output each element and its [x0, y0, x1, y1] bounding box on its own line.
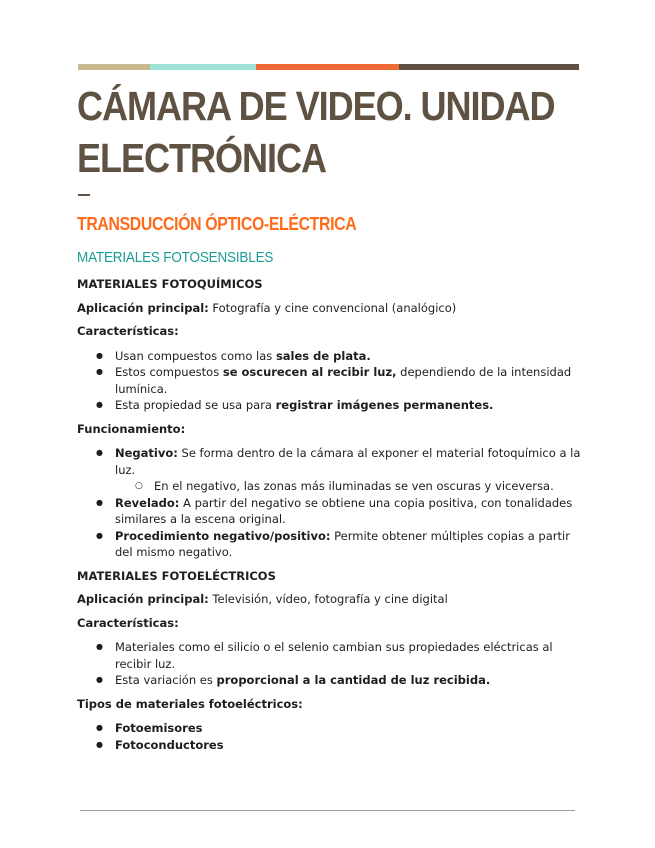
- fq-funcionamiento-list: [77, 445, 582, 561]
- list-item: [77, 445, 582, 478]
- list-item-bold: Revelado:: [115, 495, 180, 510]
- footer-divider: [80, 810, 575, 811]
- section-heading: TRANSDUCCIÓN ÓPTICO-ELÉCTRICA: [77, 214, 357, 234]
- document-title: [77, 80, 555, 184]
- list-item: ● Materiales como el silicio o el selenio cambian sus propiedades eléctricas al recibir luz.: [77, 639, 582, 672]
- list-item-text: Permite obtener múltiples copias a partir del mismo negativo.: [115, 528, 570, 559]
- fq-aplicacion: [77, 300, 582, 317]
- document-body: [77, 276, 582, 753]
- list-item-text: Se forma dentro de la cámara al exponer el material fotoquímico a la luz.: [115, 446, 581, 477]
- fq-caracteristicas-list: [77, 348, 582, 414]
- list-item-text: dependiendo de la intensidad lumínica.: [115, 365, 572, 396]
- title-line-1: CÁMARA DE VIDEO. UNIDAD: [77, 83, 555, 129]
- list-item: [77, 397, 582, 414]
- header-color-bar: [78, 64, 579, 70]
- list-item: [77, 364, 582, 397]
- list-item-bold: se oscurecen al recibir luz,: [222, 365, 397, 379]
- fe-tipos-list: [77, 720, 582, 753]
- list-item: [77, 348, 582, 365]
- fq-caracteristicas-label: Características:: [77, 324, 179, 338]
- list-item: [77, 672, 582, 689]
- fq-funcionamiento-label: Funcionamiento:: [77, 421, 186, 436]
- sub-list-item: ○ En el negativo, las zonas más iluminadas se ven oscuras y viceversa.: [77, 478, 582, 495]
- heading-fotoquimicos: MATERIALES FOTOQUÍMICOS: [77, 277, 263, 291]
- list-item-bold: sales de plata.: [275, 348, 371, 363]
- fe-caracteristicas-label: Características:: [77, 615, 179, 630]
- fe-aplicacion-label: Aplicación principal:: [77, 592, 209, 606]
- fe-caracteristicas-list: [77, 639, 582, 689]
- title-underline: [78, 194, 90, 196]
- list-item-text: Esta propiedad se usa para: [115, 398, 276, 412]
- list-item-text: Estos compuestos: [115, 365, 223, 379]
- list-item-bold: Fotoemisores: [115, 721, 203, 735]
- title-line-2: ELECTRÓNICA: [77, 135, 326, 181]
- fq-aplicacion-label: Aplicación principal:: [77, 300, 209, 315]
- list-item-text: A partir del negativo se obtiene una copia positiva, con tonalidades similares a la escena original.: [115, 495, 573, 526]
- list-item: [77, 495, 582, 528]
- list-item: [77, 720, 582, 737]
- fq-aplicacion-text: Fotografía y cine convencional (analógico): [208, 300, 457, 315]
- list-item-bold: Fotoconductores: [115, 737, 224, 752]
- fe-aplicacion: [77, 591, 582, 608]
- color-segment-aqua: [150, 64, 256, 70]
- list-item-bold: Procedimiento negativo/positivo:: [115, 528, 331, 543]
- color-segment-tan: [78, 64, 150, 70]
- color-segment-orange: [256, 64, 399, 70]
- fe-tipos-label: Tipos de materiales fotoeléctricos:: [77, 696, 303, 711]
- fe-aplicacion-text: Televisión, vídeo, fotografía y cine digital: [208, 592, 448, 606]
- list-item-text: Usan compuestos como las: [115, 348, 276, 363]
- list-item-bold: Negativo:: [115, 446, 178, 460]
- color-segment-brown: [399, 64, 579, 70]
- list-item: [77, 528, 582, 561]
- subsection-heading: MATERIALES FOTOSENSIBLES: [77, 249, 274, 266]
- heading-fotoelectricos: MATERIALES FOTOELÉCTRICOS: [77, 568, 276, 583]
- list-item-bold: proporcional a la cantidad de luz recibida.: [216, 673, 491, 687]
- list-item: [77, 737, 582, 754]
- list-item-text: Esta variación es: [115, 673, 217, 687]
- list-item-bold: registrar imágenes permanentes.: [275, 398, 494, 412]
